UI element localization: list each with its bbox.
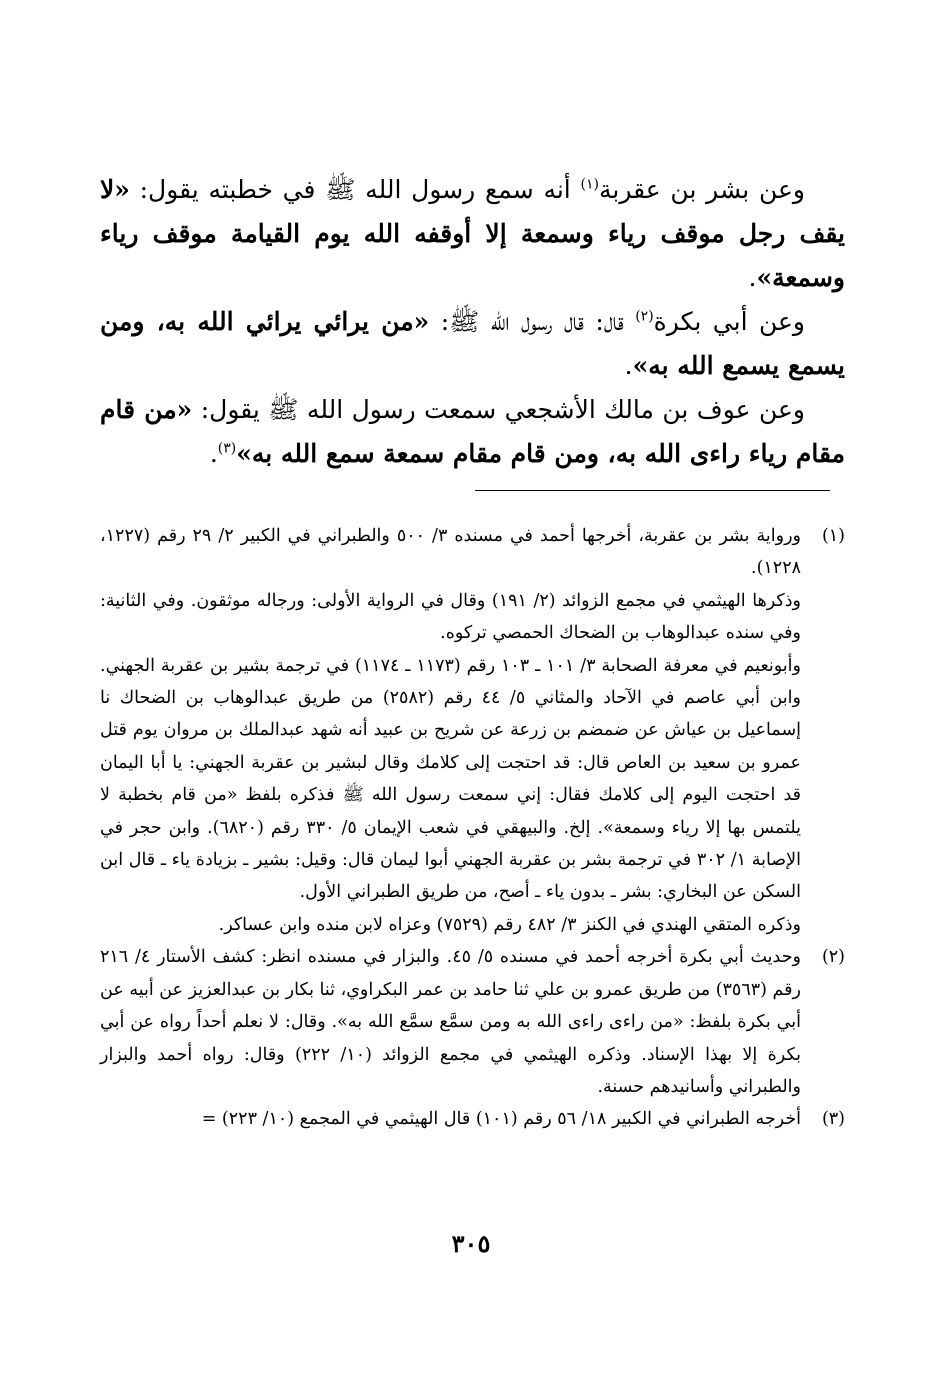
footnote-paragraph: وذكرها الهيثمي في مجمع الزوائد (٢/ ١٩١) وقال في الرواية الأولى: ورجاله موثقون. وفي الثانية: وفي سنده عبدالوهاب بن الضحاك الحمصي تركوه.: [100, 590, 802, 644]
footnote-body: [100, 520, 801, 941]
page-number: ٣٠٥: [451, 1229, 491, 1258]
paragraph-abu-bakra: [100, 300, 845, 388]
footnote-separator: [475, 490, 830, 491]
paragraph-end: .: [624, 351, 633, 380]
paragraph-text: قال: قال رسول الله ﷺ:: [429, 307, 636, 336]
footnotes: [100, 520, 845, 1136]
paragraph-intro: وعن بشر بن عقربة: [598, 175, 805, 204]
footnote-ref: (٢): [635, 308, 654, 325]
paragraph-end: .: [209, 439, 218, 468]
footnote-paragraph: وأبونعيم في معرفة الصحابة ٣/ ١٠١ ـ ١٠٣ رقم (١١٧٣ ـ ١١٧٤) في ترجمة بشير بن عقربة الجهني. وابن أبي عاصم في الآحاد والمثاني ٥/ ٤٤ رقم (٢٥٨٢) من طريق عبدالوهاب بن الضحاك نا إسماعيل بن عياش عن ضمضم بن زرعة عن شريح بن عبيد أنه شهد عبدالملك بن مروان يوم قتل عمرو بن سعيد بن العاص قال: قد احتجت إلى كلامك وقال لبشير بن عقربة الجهني: يا أبا اليمان قد احتجت اليوم إلى كلامك فقال: إني سمعت رسول الله ﷺ فذكره بلفظ «من قام بخطبة لا يلتمس بها إلا رياء وسمعة». إلخ. والبيهقي في شعب الإيمان ٥/ ٣٣٠ رقم (٦٨٢٠). وابن حجر في الإصابة ١/ ٣٠٢ في ترجمة بشر بن عقربة الجهني أبوا ليمان قال: وقيل: بشير ـ بزيادة ياء ـ قال ابن السكن عن البخاري: بشر ـ بدون ياء ـ أصح، من طريق الطبراني الأول.: [100, 655, 802, 903]
footnote-number: (٢): [821, 947, 845, 968]
main-text: [100, 168, 845, 476]
paragraph-text: أنه سمع رسول الله ﷺ في خطبته يقول:: [129, 175, 581, 204]
footnote-number: (٣): [821, 1109, 845, 1130]
paragraph-bishr: [100, 168, 845, 300]
paragraph-intro: وعن أبي بكرة: [653, 307, 806, 336]
hadith-text: «من يرائي يرائي الله به، ومن يسمع يسمع الله به»: [100, 307, 845, 380]
footnote-3: [100, 1103, 845, 1135]
hadith-text: «لا يقف رجل موقف رياء وسمعة إلا أوقفه الله يوم القيامة موقف رياء وسمعة»: [100, 175, 845, 292]
footnote-ref: (١): [580, 176, 599, 193]
paragraph-end: .: [748, 263, 757, 292]
footnote-paragraph: ورواية بشر بن عقربة، أخرجها أحمد في مسنده ٣/ ٥٠٠ والطبراني في الكبير ٢/ ٢٩ رقم (١٢٢٧، ١٢٢٨).: [100, 526, 801, 579]
footnote-paragraph: وحديث أبي بكرة أخرجه أحمد في مسنده ٥/ ٤٥. والبزار في مسنده انظر: كشف الأستار ٤/ ٢١٦ رقم (٣٥٦٣) من طريق عمرو بن علي ثنا حامد بن عمر البكراوي، ثنا بكار بن عبدالعزيز عن أبيه عن أبي بكرة بلفظ: «من راءى راءى الله به ومن سمَّع سمَّع الله به». وقال: لا نعلم أحداً رواه عن أبي بكرة إلا بهذا الإسناد. وذكره الهيثمي في مجمع الزوائد (١٠/ ٢٢٢) وقال: رواه أحمد والبزار والطبراني وأسانيدهم حسنة.: [100, 947, 801, 1097]
footnote-2: [100, 941, 845, 1103]
footnote-paragraph: وذكره المتقي الهندي في الكنز ٣/ ٤٨٢ رقم (٧٥٢٩) وعزاه لابن منده وابن عساكر.: [218, 914, 801, 935]
paragraph-intro: وعن عوف بن مالك الأشجعي سمعت رسول الله ﷺ يقول:: [192, 395, 806, 424]
footnote-paragraph: أخرجه الطبراني في الكبير ١٨/ ٥٦ رقم (١٠١) قال الهيثمي في المجمع (١٠/ ٢٢٣) =: [201, 1109, 801, 1130]
hadith-text: «من قام مقام رياء راءى الله به، ومن قام مقام سمعة سمع الله به»: [100, 395, 845, 468]
footnote-1: [100, 520, 845, 941]
footnote-body: [100, 941, 801, 1103]
footnote-ref: (٣): [217, 440, 237, 457]
footnote-body: [100, 1103, 801, 1135]
footnote-number: (١): [821, 526, 845, 546]
paragraph-awf: [100, 388, 845, 476]
